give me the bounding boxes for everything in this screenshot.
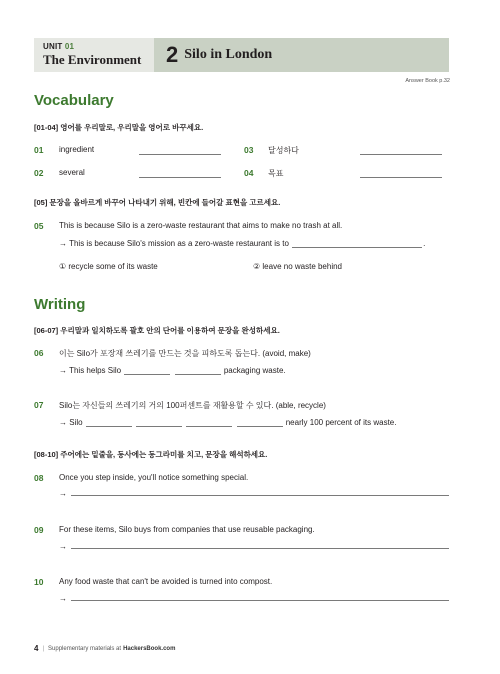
answer-blank-07b[interactable] [136, 418, 182, 427]
question-06-text: 이는 Silo가 포장재 쓰레기를 만드는 것을 피하도록 돕는다. (avoid, make) [59, 349, 311, 358]
answer-rule [71, 548, 449, 549]
arrow-icon: → [59, 542, 67, 551]
answer-blank-07c[interactable] [186, 418, 232, 427]
answer-blank-06a[interactable] [124, 366, 170, 375]
vocab-word-03: 달성하다 [268, 146, 299, 155]
vocab-word-02: several [59, 168, 85, 177]
unit-number: 01 [64, 42, 75, 51]
answer-rule [71, 495, 449, 496]
answer-blank-07d[interactable] [237, 418, 283, 427]
question-number-04: 04 [244, 168, 254, 178]
writing-instruction-1: [06-07] 우리말과 일치하도록 괄호 안의 단어를 이용하여 문장을 완성하세요. [34, 326, 280, 335]
unit-word: UNIT [43, 42, 63, 51]
footer-divider: | [42, 645, 45, 652]
option-1[interactable]: ① recycle some of its waste [59, 262, 158, 271]
answer-prefix: → This helps Silo [59, 366, 122, 375]
answer-blank-05[interactable] [292, 239, 422, 248]
answer-prefix: → Silo [59, 418, 83, 427]
rewrite-prefix: → This is because Silo's mission as a zero-waste restaurant is to [59, 239, 289, 248]
question-number-07: 07 [34, 400, 44, 410]
arrow-icon: → [59, 489, 67, 498]
unit-label [43, 42, 154, 51]
question-number-03: 03 [244, 145, 254, 155]
writing-title: Writing [34, 296, 86, 313]
question-05-rewrite [59, 239, 425, 248]
question-09-text: For these items, Silo buys from companies that use reusable packaging. [59, 525, 315, 534]
footer-text: Supplementary materials at [48, 645, 122, 652]
page-number: 4 [34, 644, 39, 653]
question-08-answer-line[interactable] [59, 489, 449, 498]
vocabulary-title: Vocabulary [34, 92, 114, 109]
vocab-instruction-1: [01-04] 영어를 우리말로, 우리말을 영어로 바꾸세요. [34, 123, 204, 132]
question-number-09: 09 [34, 525, 44, 535]
lesson-number: 2 [166, 42, 179, 67]
arrow-icon: → [59, 594, 67, 603]
lesson-header [34, 38, 449, 72]
question-number-08: 08 [34, 473, 44, 483]
answer-blank-06b[interactable] [175, 366, 221, 375]
unit-box [34, 38, 154, 72]
question-08-text: Once you step inside, you'll notice something special. [59, 473, 249, 482]
question-10-text: Any food waste that can't be avoided is turned into compost. [59, 577, 273, 586]
vocab-instruction-2: [05] 문장을 올바르게 바꾸어 나타내기 위해, 빈칸에 들어갈 표현을 고르세요. [34, 198, 281, 207]
answer-blank-01[interactable] [139, 154, 221, 155]
answer-blank-02[interactable] [139, 177, 221, 178]
question-09-answer-line[interactable] [59, 542, 449, 551]
answer-blank-03[interactable] [360, 154, 442, 155]
writing-instruction-2: [08-10] 주어에는 밑줄을, 동사에는 동그라미를 치고, 문장을 해석하세요. [34, 450, 268, 459]
question-06-answer [59, 366, 286, 375]
vocab-word-04: 목표 [268, 169, 284, 178]
answer-suffix: packaging waste. [223, 366, 286, 375]
footer-site-link[interactable]: HackersBook.com [123, 645, 176, 652]
question-10-answer-line[interactable] [59, 594, 449, 603]
question-number-05: 05 [34, 221, 44, 231]
answer-suffix: nearly 100 percent of its waste. [285, 418, 397, 427]
question-05-text: This is because Silo is a zero-waste restaurant that aims to make no trash at all. [59, 221, 343, 230]
vocab-word-01: ingredient [59, 145, 95, 154]
question-number-02: 02 [34, 168, 44, 178]
page-footer [34, 644, 175, 653]
question-number-10: 10 [34, 577, 44, 587]
question-07-text: Silo는 자신들의 쓰레기의 거의 100퍼센트를 재활용할 수 있다. (able, recycle) [59, 401, 326, 410]
answer-book-reference: Answer Book p.32 [405, 78, 450, 84]
question-number-06: 06 [34, 348, 44, 358]
answer-blank-07a[interactable] [86, 418, 132, 427]
rewrite-suffix: . [423, 239, 426, 248]
question-07-answer [59, 418, 396, 427]
lesson-box [154, 38, 449, 72]
answer-blank-04[interactable] [360, 177, 442, 178]
lesson-title: Silo in London [184, 47, 273, 62]
answer-rule [71, 600, 449, 601]
unit-title: The Environment [43, 52, 142, 67]
option-2[interactable]: ② leave no waste behind [253, 262, 343, 271]
question-number-01: 01 [34, 145, 44, 155]
